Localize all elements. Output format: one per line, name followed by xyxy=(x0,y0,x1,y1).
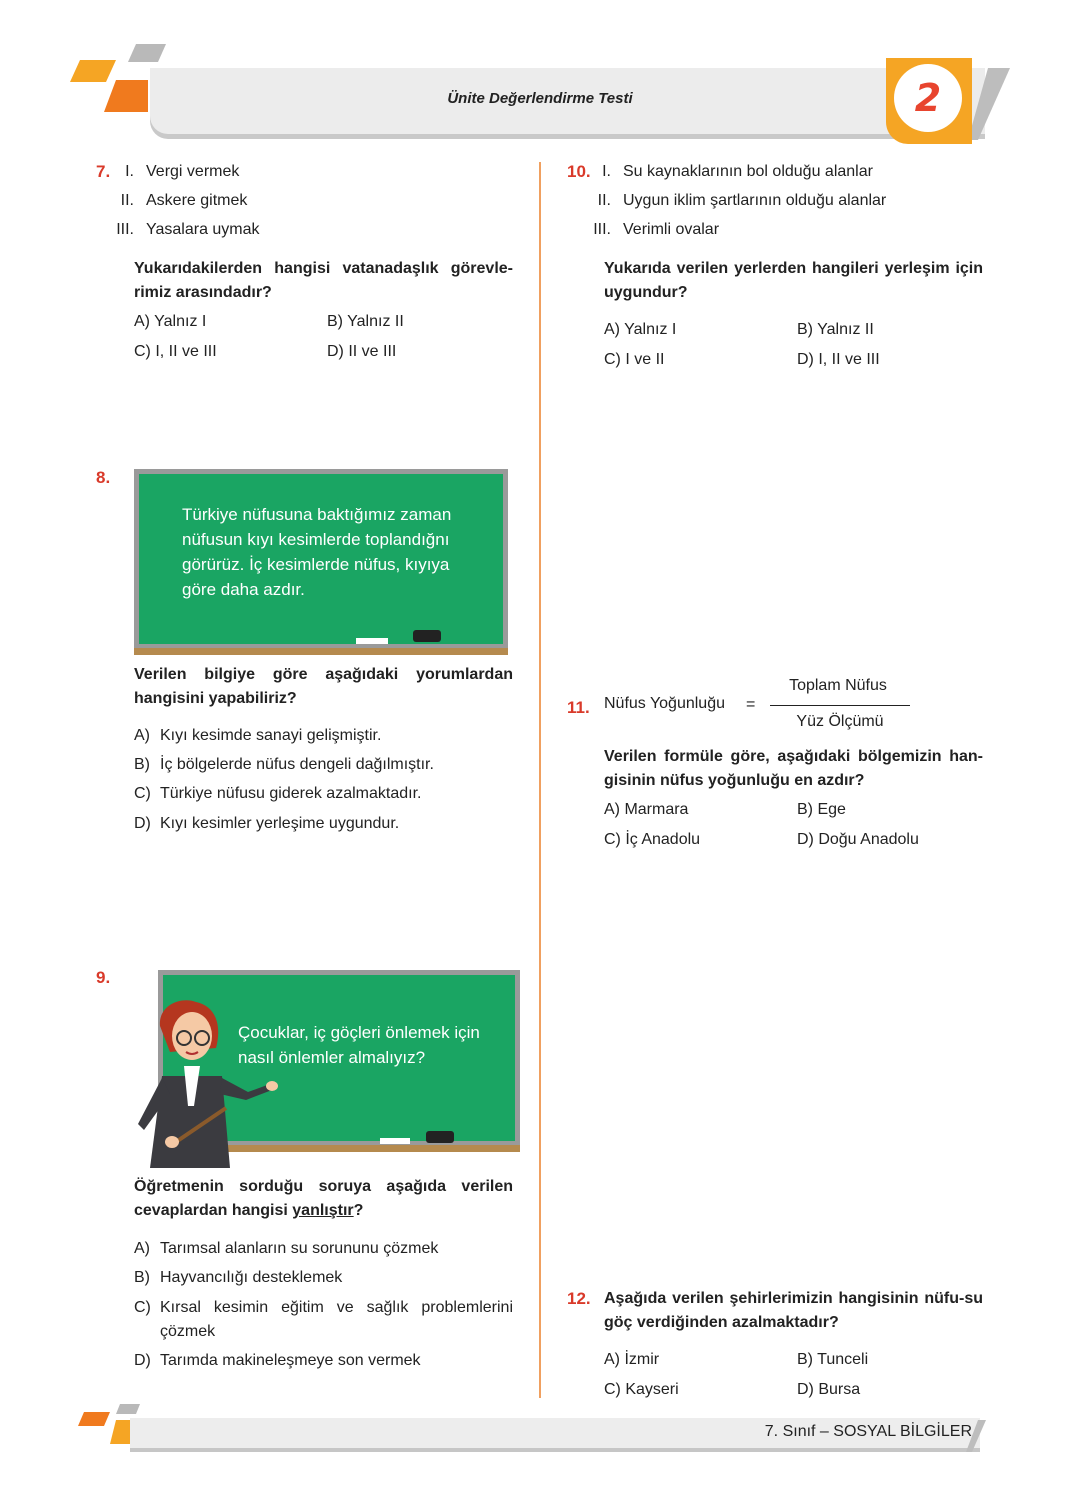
q11-option-d[interactable]: D) Doğu Anadolu xyxy=(797,831,919,848)
q8-option-a[interactable]: A) Kıyı kesimde sanayi gelişmiştir. xyxy=(134,727,382,744)
q11-option-a[interactable]: A) Marmara xyxy=(604,801,689,818)
q7-item: II. Askere gitmek xyxy=(120,192,248,209)
q9-option-a[interactable]: A) Tarımsal alanların su sorununu çözmek xyxy=(134,1240,439,1257)
footer-subject: 7. Sınıf – SOSYAL BİLGİLER xyxy=(764,1423,972,1440)
q12-option-b[interactable]: B) Tunceli xyxy=(797,1351,869,1368)
question-number: 8. xyxy=(96,468,111,487)
q9-option-b[interactable]: B) Hayvancılığı desteklemek xyxy=(134,1269,343,1286)
q7-item: I. Vergi vermek xyxy=(125,163,240,180)
question-number: 11. xyxy=(567,698,590,717)
question-number: 9. xyxy=(96,968,111,987)
formula-denominator: Yüz Ölçümü xyxy=(796,713,884,730)
q10-option-d[interactable]: D) I, II ve III xyxy=(797,351,880,368)
eraser xyxy=(413,630,441,642)
question-number: 7. xyxy=(96,162,111,181)
chalk-piece xyxy=(380,1138,410,1144)
question-number: 10. xyxy=(567,162,591,181)
q10-item: II. Uygun iklim şartlarının olduğu alanlar xyxy=(597,192,887,209)
q10-option-c[interactable]: C) I ve II xyxy=(604,351,665,368)
formula-left: Nüfus Yoğunluğu xyxy=(604,695,725,712)
q8-option-d[interactable]: D) Kıyı kesimler yerleşime uygundur. xyxy=(134,815,400,832)
q7-stem: Yukarıdakilerden hangisi vatanadaşlık görevle-rimiz arasındadır? xyxy=(134,260,513,301)
q7-option-b[interactable]: B) Yalnız II xyxy=(327,313,404,330)
eraser xyxy=(426,1131,454,1143)
q7-option-a[interactable]: A) Yalnız I xyxy=(134,313,207,330)
page-title: Ünite Değerlendirme Testi xyxy=(447,90,633,107)
q12-option-d[interactable]: D) Bursa xyxy=(797,1381,861,1398)
q8-option-c[interactable]: C) Türkiye nüfusu giderek azalmaktadır. xyxy=(134,785,422,802)
header-corner xyxy=(968,66,1012,142)
chalkboard-text: Türkiye nüfusuna baktığımız zaman nüfusun kıyı kesimlerde toplandığnı görürüz. İç kesimlerde nüfus, kıyıya göre daha azdır. xyxy=(182,505,452,599)
q12-option-c[interactable]: C) Kayseri xyxy=(604,1381,679,1398)
q11-option-b[interactable]: B) Ege xyxy=(797,801,846,818)
q7-option-c[interactable]: C) I, II ve III xyxy=(134,343,217,360)
formula-numerator: Toplam Nüfus xyxy=(789,677,887,694)
q11-option-c[interactable]: C) İç Anadolu xyxy=(604,831,701,848)
q9-option-d[interactable]: D) Tarımda makineleşmeye son vermek xyxy=(134,1352,421,1369)
chalkboard-text: Çocuklar, iç göçleri önlemek için nasıl önlemler almalıyız? xyxy=(238,1023,480,1067)
q10-stem: Yukarıda verilen yerlerden hangileri yerleşim için uygundur? xyxy=(604,260,983,301)
q10-option-a[interactable]: A) Yalnız I xyxy=(604,321,677,338)
formula-equals: = xyxy=(746,696,756,713)
q9-stem: Öğretmenin sorduğu soruya aşağıda verilen cevaplardan hangisi yanlıştır? xyxy=(134,1178,513,1219)
q11-stem: Verilen formüle göre, aşağıdaki bölgemizin han-gisinin nüfus yoğunluğu en azdır? xyxy=(604,748,983,789)
q12-stem: Aşağıda verilen şehirlerimizin hangisinin nüfu-su göç verdiğinden azalmaktadır? xyxy=(604,1290,983,1331)
q7-item: III. Yasalara uymak xyxy=(116,221,260,238)
q9-option-c[interactable]: C) Kırsal kesimin eğitim ve sağlık problemlerini çözmek xyxy=(134,1299,513,1340)
q10-item: I. Su kaynaklarının bol olduğu alanlar xyxy=(602,163,873,180)
q10-option-b[interactable]: B) Yalnız II xyxy=(797,321,874,338)
column-divider xyxy=(539,162,541,1398)
question-number: 12. xyxy=(567,1289,591,1308)
q12-option-a[interactable]: A) İzmir xyxy=(604,1351,660,1368)
q8-stem: Verilen bilgiye göre aşağıdaki yorumlardan hangisini yapabiliriz? xyxy=(134,666,513,707)
fraction-bar xyxy=(770,705,910,706)
q8-option-b[interactable]: B) İç bölgelerde nüfus dengeli dağılmıştır. xyxy=(134,756,434,773)
test-number-badge: 2 xyxy=(894,64,962,132)
q7-option-d[interactable]: D) II ve III xyxy=(327,343,397,360)
teacher-illustration xyxy=(130,996,280,1168)
chalk-piece xyxy=(356,638,388,644)
chalkboard-ledge xyxy=(134,648,508,655)
q10-item: III. Verimli ovalar xyxy=(593,221,720,238)
